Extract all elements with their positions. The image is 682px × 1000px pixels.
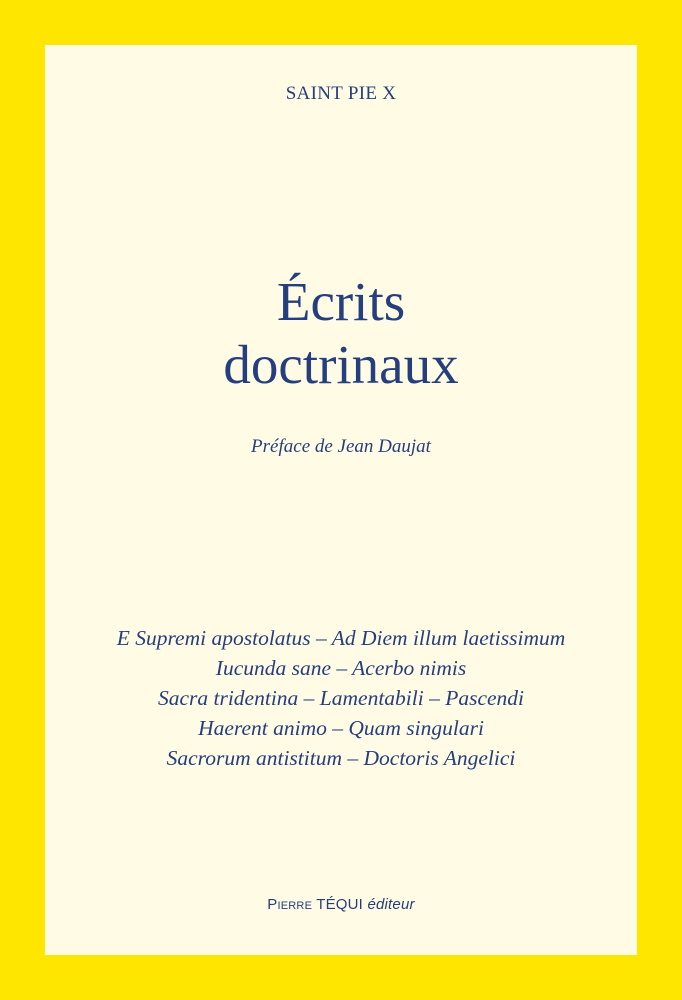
book-title [45, 270, 637, 396]
contents-line: Haerent animo – Quam singulari [198, 716, 484, 740]
publisher-name: TÉQUI [316, 896, 364, 913]
contents-line: Iucunda sane – Acerbo nimis [215, 656, 467, 680]
author-name: SAINT PIE X [285, 83, 397, 104]
cover-panel [45, 45, 637, 955]
contents-line: Sacra tridentina – Lamentabili – Pascendi [157, 686, 525, 710]
contents-list [45, 623, 637, 773]
contents-line: E Supremi apostolatus – Ad Diem illum laetissimum [116, 626, 566, 650]
title-line-2: doctrinaux [223, 334, 459, 395]
publisher-first-name: Pierre [267, 896, 313, 913]
publisher-role: éditeur [367, 896, 415, 913]
publisher-imprint [45, 896, 637, 913]
title-line-1: Écrits [276, 271, 406, 332]
preface-credit: Préface de Jean Daujat [251, 436, 431, 457]
contents-line: Sacrorum antistitum – Doctoris Angelici [166, 746, 516, 770]
